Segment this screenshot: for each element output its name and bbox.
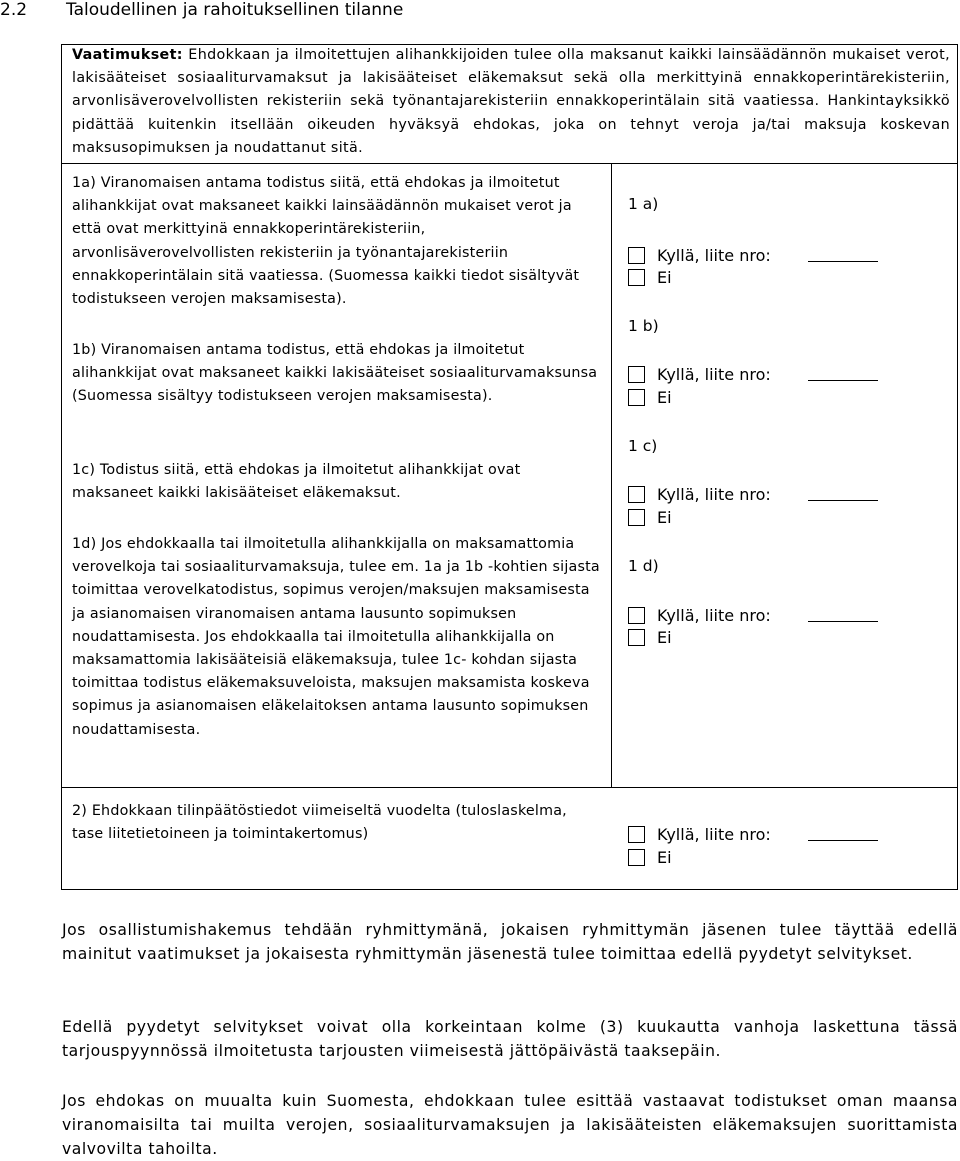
attachment-number-line[interactable] [808, 840, 878, 841]
requirements-label: Vaatimukset: [72, 47, 183, 63]
section-title: Taloudellinen ja rahoituksellinen tilanne [66, 0, 404, 20]
attachment-number-line[interactable] [808, 500, 878, 501]
option-label: Ei [657, 848, 672, 867]
item-1b: 1b) Viranomaisen antama todistus, että ehdokas ja ilmoitetut alihankkijat ovat maksaneet kaikki lakisääteiset sosiaaliturvamaksunsa (Suomessa sisältyy todistukseen verojen maksamisesta). [72, 342, 598, 405]
item-1c: 1c) Todistus siitä, että ehdokas ja ilmoitetut alihankkijat ovat maksaneet kaikki lakisääteiset eläkemaksut. [72, 462, 521, 502]
checkbox-1d-no[interactable] [628, 629, 645, 646]
checkbox-1a-no[interactable] [628, 269, 645, 286]
checkbox-1d-yes[interactable] [628, 607, 645, 624]
checkbox-2-yes[interactable] [628, 826, 645, 843]
attachment-number-line[interactable] [808, 261, 878, 262]
requirements-text [72, 44, 950, 160]
paragraph-validity: Edellä pyydetyt selvitykset voivat olla korkeintaan kolme (3) kuukautta vanhoja laskettuna tässä tarjouspyynnössä ilmoitetusta tarjousten viimeisestä jättöpäivästä taaksepäin. [62, 1018, 958, 1060]
table-divider-top [61, 163, 958, 164]
section-heading [0, 0, 403, 20]
option-label: Ei [657, 388, 672, 407]
item-1a: 1a) Viranomaisen antama todistus siitä, että ehdokas ja ilmoitetut alihankkijat ovat maksaneet kaikki lainsäädännön mukaiset verot ja että ovat merkittyinä ennakkoperintärekisteriin, arvonlisäverovelvollisten rekisteriin ja työnantajarekisteriin ennakkoperintälain sitä vaatiessa. (Suomessa kaikki tiedot sisältyvät todistukseen verojen maksamisesta). [72, 175, 580, 308]
paragraph-foreign: Jos ehdokas on muualta kuin Suomesta, ehdokkaan tulee esittää vastaavat todistukset oman maansa viranomaisilta tai muilta verojen, sosiaaliturvamaksujen ja lakisääteisten eläkemaksujen suorittamista valvovilta tahoilta. [62, 1092, 958, 1158]
checkbox-1c-yes[interactable] [628, 486, 645, 503]
item-2: 2) Ehdokkaan tilinpäätöstiedot viimeiseltä vuodelta (tuloslaskelma, tase liitetietoineen ja toimintakertomus) [72, 803, 567, 843]
answer-label-1d: 1 d) [628, 557, 659, 575]
answer-label-1a: 1 a) [628, 195, 659, 213]
answer-label-1c: 1 c) [628, 437, 658, 455]
option-label: Kyllä, liite nro: [657, 606, 771, 625]
table-divider-bottom [61, 787, 958, 788]
paragraph-consortium: Jos osallistumishakemus tehdään ryhmittymänä, jokaisen ryhmittymän jäsenen tulee täyttää edellä mainitut vaatimukset ja jokaisesta ryhmittymän jäsenestä tulee toimittaa edellä pyydetyt selvitykset. [62, 921, 958, 963]
attachment-number-line[interactable] [808, 380, 878, 381]
option-label: Kyllä, liite nro: [657, 485, 771, 504]
option-label: Kyllä, liite nro: [657, 365, 771, 384]
option-label: Ei [657, 268, 672, 287]
section-number: 2.2 [0, 0, 28, 20]
checkbox-2-no[interactable] [628, 849, 645, 866]
option-label: Ei [657, 508, 672, 527]
item-1d: 1d) Jos ehdokkaalla tai ilmoitetulla alihankkijalla on maksamattomia verovelkoja tai sosiaaliturvamaksuja, tulee em. 1a ja 1b -kohtien sijasta toimittaa verovelkatodistus, sopimus verojen/maksujen maksamisesta ja asianomaisen viranomaisen antama lausunto sopimuksen noudattamisesta. Jos ehdokkaalla tai ilmoitetulla alihankkijalla on maksamattomia lakisääteisiä eläkemaksuja, tulee 1c- kohdan sijasta toimittaa todistus eläkemaksuveloista, maksujen maksamista koskeva sopimus ja asianomaisen eläkelaitoksen antama lausunto sopimuksen noudattamisesta. [72, 536, 600, 738]
attachment-number-line[interactable] [808, 621, 878, 622]
option-label: Ei [657, 628, 672, 647]
checkbox-1b-yes[interactable] [628, 366, 645, 383]
answer-label-1b: 1 b) [628, 317, 659, 335]
option-label: Kyllä, liite nro: [657, 246, 771, 265]
checkbox-1c-no[interactable] [628, 509, 645, 526]
option-label: Kyllä, liite nro: [657, 825, 771, 844]
table-column-divider [611, 163, 612, 787]
checkbox-1b-no[interactable] [628, 389, 645, 406]
checkbox-1a-yes[interactable] [628, 247, 645, 264]
requirements-body: Ehdokkaan ja ilmoitettujen alihankkijoiden tulee olla maksanut kaikki lainsäädännön mukaiset verot, lakisääteiset sosiaaliturvamaksut ja lakisääteiset eläkemaksut sekä olla merkittyinä ennakkoperintärekisteriin, arvonlisäverovelvollisten rekisteriin sekä työnantajarekisteriin ennakkoperintälain sitä vaatiessa. Hankintayksikkö pidättää kuitenkin itsellään oikeuden hyväksyä ehdokas, joka on tehnyt veroja ja/tai maksuja koskevan maksusopimuksen ja noudattanut sitä. [72, 47, 950, 156]
